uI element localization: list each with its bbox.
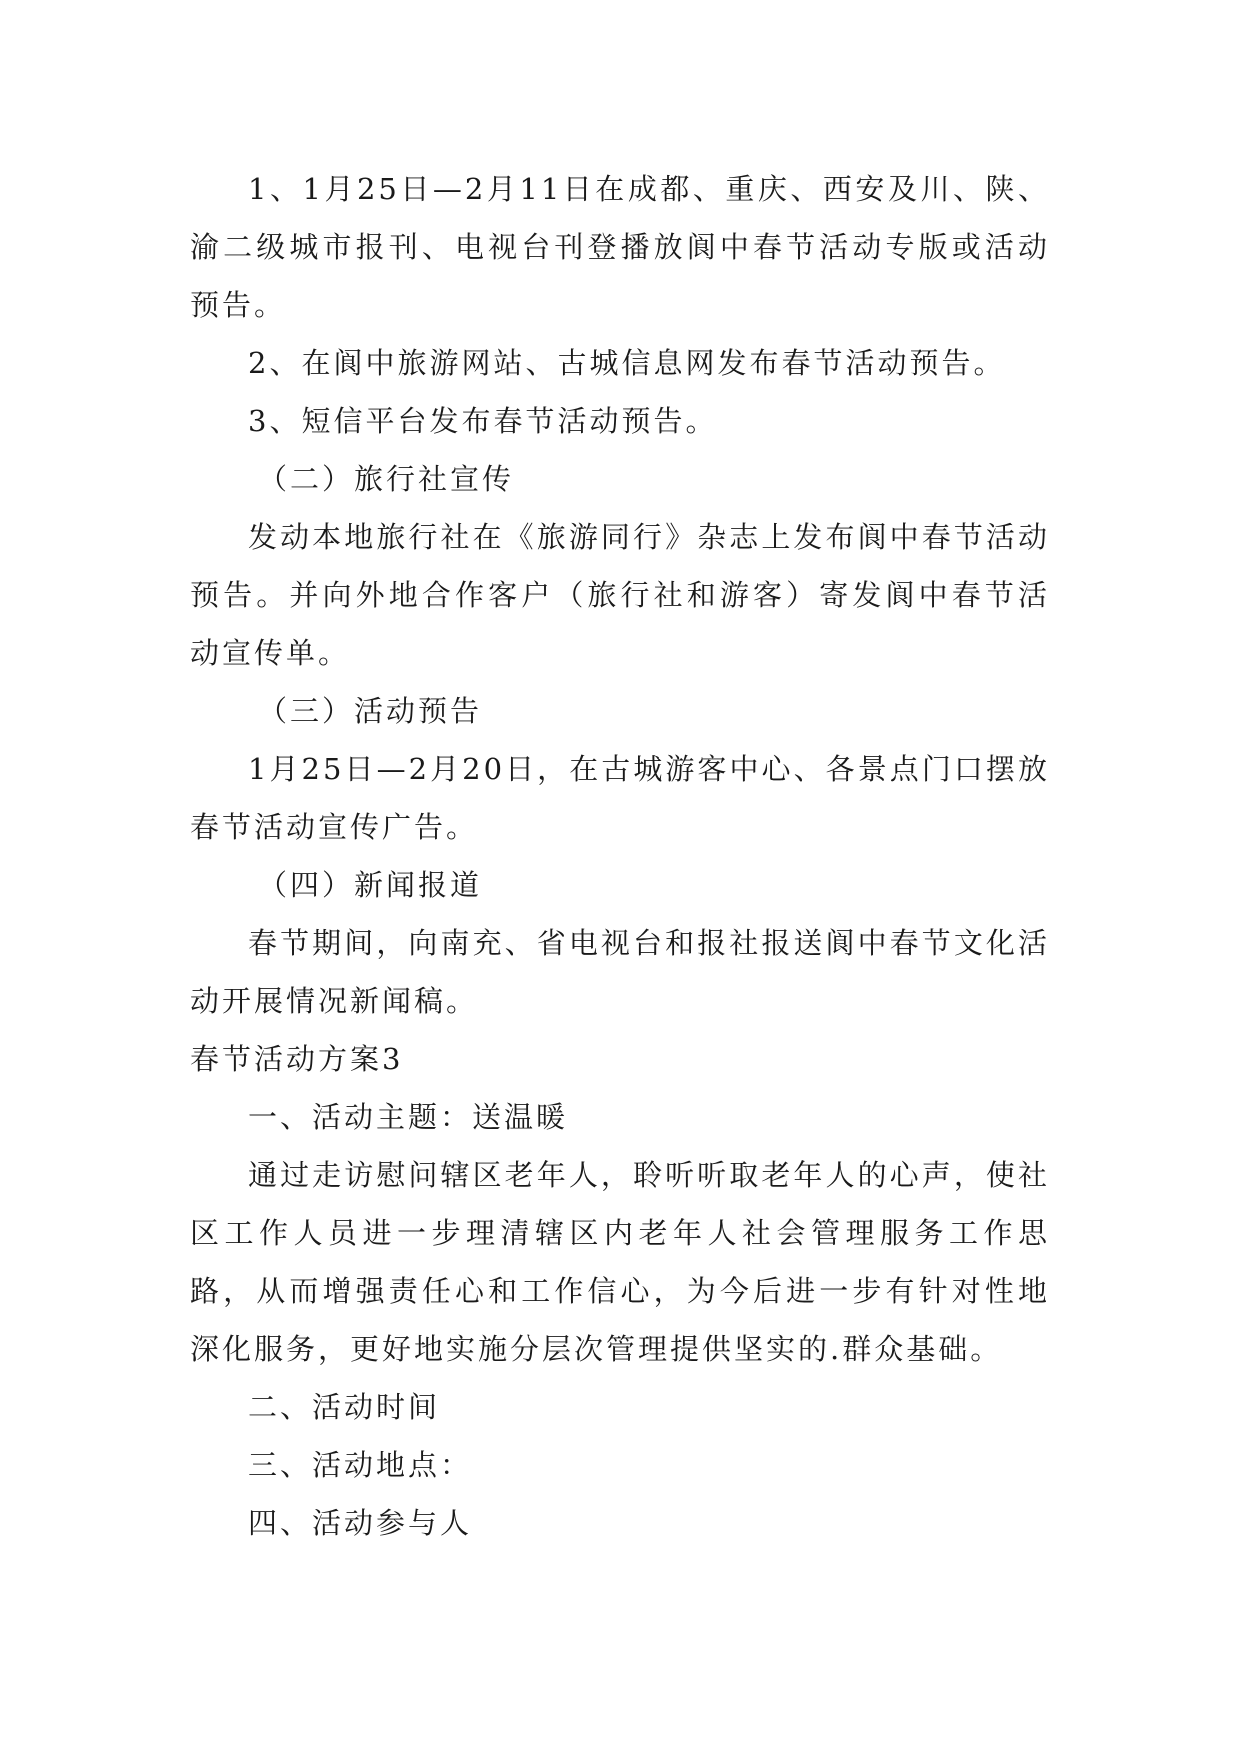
paragraph-theme-description: 通过走访慰问辖区老年人，聆听听取老年人的心声，使社区工作人员进一步理清辖区内老年人社会管理服务工作思路，从而增强责任心和工作信心，为今后进一步有针对性地深化服务，更好地实施分层次管理提供坚实的.群众基础。: [190, 1158, 1050, 1366]
section-theme: 一、活动主题：送温暖: [248, 1100, 569, 1134]
document-body: [190, 160, 1050, 1552]
section-participants: 四、活动参与人: [248, 1506, 473, 1540]
section-heading-travel-agency: （二）旅行社宣传: [258, 462, 515, 496]
paragraph-news: 春节期间，向南充、省电视台和报社报送阆中春节文化活动开展情况新闻稿。: [190, 926, 1050, 1018]
section-location: 三、活动地点：: [248, 1448, 473, 1482]
section-time: 二、活动时间: [248, 1390, 441, 1424]
paragraph-sms-promo: 3、短信平台发布春节活动预告。: [248, 404, 718, 438]
paragraph-website-promo: 2、在阆中旅游网站、古城信息网发布春节活动预告。: [248, 346, 1006, 380]
section-heading-activity-preview: （三）活动预告: [258, 694, 483, 728]
plan-title: 春节活动方案3: [190, 1042, 404, 1076]
paragraph-travel-agency: 发动本地旅行社在《旅游同行》杂志上发布阆中春节活动预告。并向外地合作客户（旅行社和游客）寄发阆中春节活动宣传单。: [190, 520, 1050, 670]
paragraph-media-promo: 1、1月25日—2月11日在成都、重庆、西安及川、陕、渝二级城市报刊、电视台刊登播放阆中春节活动专版或活动预告。: [190, 172, 1050, 322]
paragraph-activity-preview: 1月25日—2月20日，在古城游客中心、各景点门口摆放春节活动宣传广告。: [190, 752, 1050, 844]
section-heading-news: （四）新闻报道: [258, 868, 483, 902]
